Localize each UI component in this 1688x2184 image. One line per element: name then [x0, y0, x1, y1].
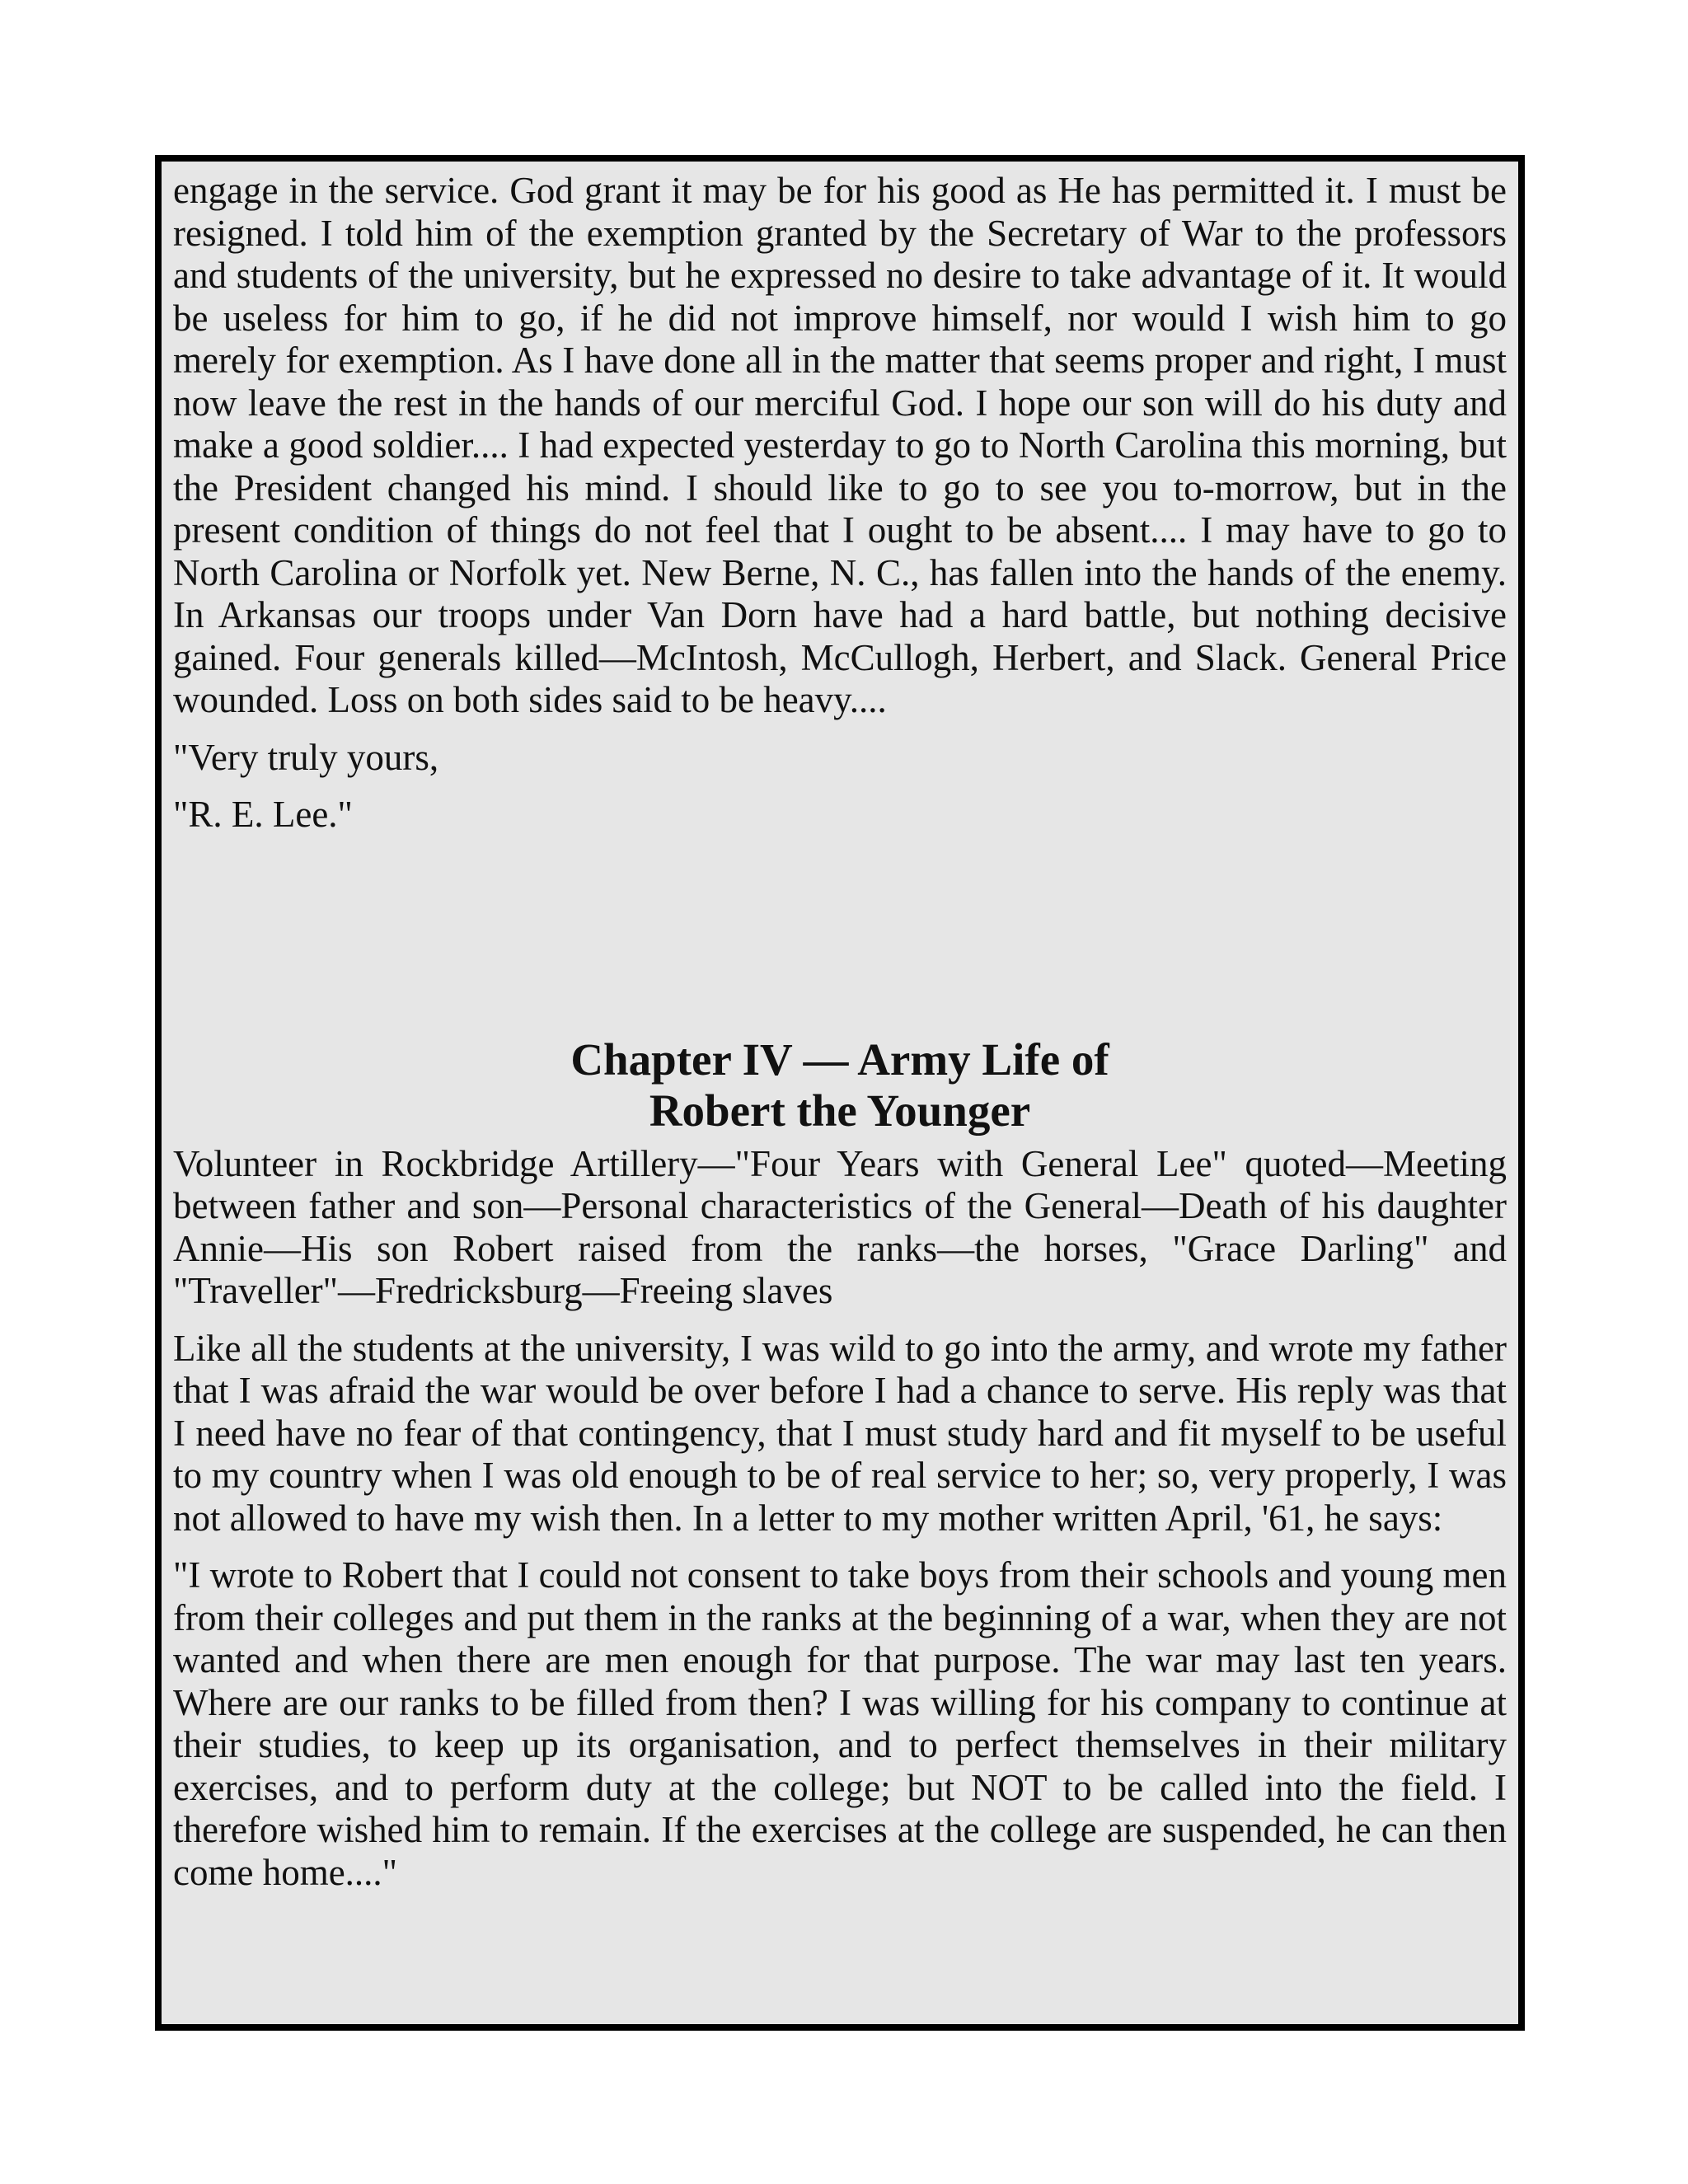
chapter-title-line-1: Chapter IV — Army Life of	[570, 1033, 1109, 1085]
chapter-title	[173, 1034, 1507, 1137]
page-content	[173, 170, 1507, 1894]
letter-signature: "R. E. Lee."	[173, 794, 353, 835]
chapter-paragraph: Like all the students at the university, I was wild to go into the army, and wrote my father that I was afraid the war would be over before I had a chance to serve. His reply was that I need have no fear of that contingency, that I must study hard and fit myself to be useful to my country when I was old enough to be of real service to her; so, very properly, I was not allowed to have my wish then. In a letter to my mother written April, '61, he says:	[173, 1327, 1507, 1539]
chapter-quote: "I wrote to Robert that I could not consent to take boys from their schools and young men from their colleges and put them in the ranks at the beginning of a war, when they are not wanted and when there are men enough for that purpose. The war may last ten years. Where are our ranks to be filled from then? I was willing for his company to continue at their studies, to keep up its organisation, and to perfect themselves in their military exercises, and to perform duty at the college; but NOT to be called into the field. I therefore wished him to remain. If the exercises at the college are suspended, he can then come home...."	[173, 1554, 1507, 1893]
chapter-title-line-2: Robert the Younger	[649, 1085, 1031, 1136]
letter-paragraph: engage in the service. God grant it may be for his good as He has permitted it. I must be resigned. I told him of the exemption granted by the Secretary of War to the professors and students of the university, but he expressed no desire to take advantage of it. It would be useless for him to go, if he did not improve himself, nor would I wish him to go merely for exemption. As I have done all in the matter that seems proper and right, I must now leave the rest in the hands of our merciful God. I hope our son will do his duty and make a good soldier.... I had expected yesterday to go to North Carolina this morning, but the President changed his mind. I should like to go to see you to-morrow, but in the present condition of things do not feel that I ought to be absent.... I may have to go to North Carolina or Norfolk yet. New Berne, N. C., has fallen into the hands of the enemy. In Arkansas our troops under Van Dorn have had a hard battle, but nothing decisive gained. Four generals killed—McIntosh, McCullogh, Herbert, and Slack. General Price wounded. Loss on both sides said to be heavy....	[173, 170, 1507, 720]
letter-closing: "Very truly yours,	[173, 736, 439, 778]
chapter-synopsis: Volunteer in Rockbridge Artillery—"Four Years with General Lee" quoted—Meeting between father and son—Personal characteristics of the General—Death of his daughter Annie—His son Robert raised from the ranks—the horses, "Grace Darling" and "Traveller"—Fredricksburg—Freeing slaves	[173, 1142, 1507, 1311]
page-frame	[155, 155, 1525, 2031]
